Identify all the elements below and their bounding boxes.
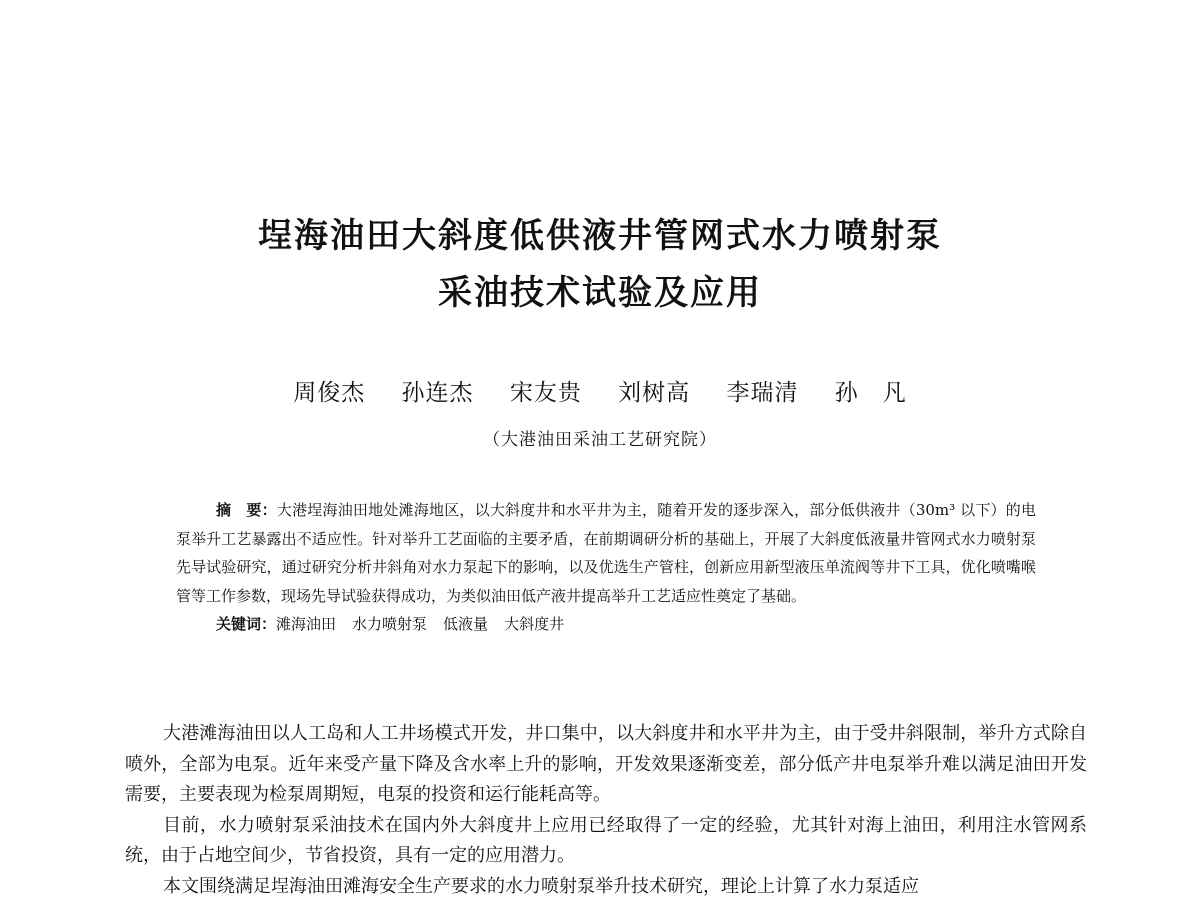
abstract-label: 摘 要： bbox=[216, 501, 277, 519]
author-name: 周俊杰 bbox=[293, 380, 366, 406]
keyword: 低液量 bbox=[443, 615, 489, 633]
author-name: 孙 凡 bbox=[834, 380, 907, 406]
keywords-label: 关键词： bbox=[216, 615, 277, 633]
keywords-line bbox=[176, 610, 1036, 639]
body-paragraph: 本文围绕满足埕海油田滩海安全生产要求的水力喷射泵举升技术研究，理论上计算了水力泵适应 bbox=[163, 875, 919, 897]
abstract-paragraph bbox=[176, 496, 1036, 610]
body-text bbox=[125, 719, 1087, 902]
author-name: 刘树高 bbox=[618, 380, 691, 406]
author-name: 孙连杰 bbox=[401, 380, 474, 406]
paper-title-line-1: 埕海油田大斜度低供液井管网式水力喷射泵 bbox=[258, 216, 942, 256]
author-list bbox=[0, 378, 1200, 408]
keyword: 大斜度井 bbox=[504, 615, 565, 633]
keyword: 水力喷射泵 bbox=[352, 615, 428, 633]
body-paragraph: 大港滩海油田以人工岛和人工井场模式开发，井口集中，以大斜度井和水平井为主，由于受井斜限制，举升方式除自喷外，全部为电泵。近年来受产量下降及含水率上升的影响，开发效果逐渐变差，部分低产井电泵举升难以满足油田开发需要，主要表现为检泵周期短，电泵的投资和运行能耗高等。 bbox=[125, 723, 1087, 805]
affiliation: （大港油田采油工艺研究院） bbox=[483, 430, 717, 450]
keyword: 滩海油田 bbox=[276, 615, 337, 633]
body-paragraph: 目前，水力喷射泵采油技术在国内外大斜度井上应用已经取得了一定的经验，尤其针对海上油田，利用注水管网系统，由于占地空间少，节省投资，具有一定的应用潜力。 bbox=[125, 814, 1087, 866]
paper-title-line-2: 采油技术试验及应用 bbox=[438, 273, 762, 313]
author-name: 李瑞清 bbox=[726, 380, 799, 406]
abstract-text: 大港埕海油田地处滩海地区，以大斜度井和水平井为主，随着开发的逐步深入，部分低供液井（30m³ 以下）的电泵举升工艺暴露出不适应性。针对举升工艺面临的主要矛盾，在前期调研分析的基础上，开展了大斜度低液量井管网式水力喷射泵先导试验研究，通过研究分析井斜角对水力泵起下的影响，以及优选生产管柱，创新应用新型液压单流阀等井下工具，优化喷嘴喉管等工作参数，现场先导试验获得成功，为类似油田低产液井提高举升工艺适应性奠定了基础。 bbox=[176, 501, 1036, 605]
abstract-block bbox=[176, 496, 1036, 639]
author-name: 宋友贵 bbox=[509, 380, 582, 406]
